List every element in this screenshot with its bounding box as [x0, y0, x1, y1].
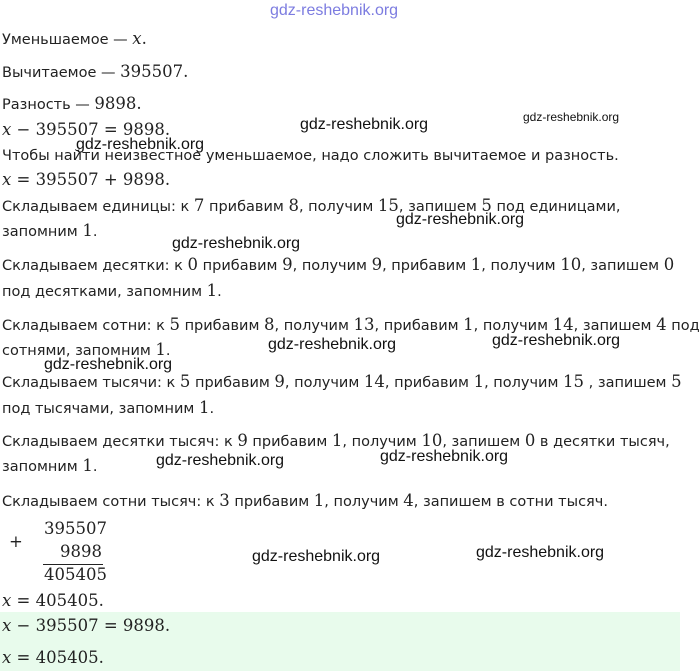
watermark: gdz-reshebnik.org	[268, 336, 397, 353]
watermark: gdz-reshebnik.org	[44, 356, 173, 373]
ten-thousands-step-line-2: запомним 1.	[2, 456, 98, 475]
watermark: gdz-reshebnik.org	[523, 110, 620, 124]
result-line: x = 405405.	[2, 591, 104, 610]
watermark: gdz-reshebnik.org	[380, 448, 509, 465]
hundreds-step-line: Складываем сотни: к 5 прибавим 8, получим 13, прибавим 1, получим 14, запишем 4 под	[2, 315, 700, 334]
equation-line: x − 395507 = 9898.	[2, 120, 171, 139]
subtrahend-line: Вычитаемое — 395507.	[2, 62, 189, 81]
thousands-step-line-2: под тысячами, запомним 1.	[2, 398, 215, 417]
thousands-step-line: Складываем тысячи: к 5 прибавим 9, получим 14, прибавим 1, получим 15 , запишем 5	[2, 372, 682, 391]
units-step-line-2: запомним 1.	[2, 221, 98, 240]
hundred-thousands-step-line: Складываем сотни тысяч: к 3 прибавим 1, получим 4, запишем в сотни тысяч.	[2, 491, 608, 510]
tens-step-line-2: под десятками, запомним 1.	[2, 281, 222, 300]
watermark: gdz-reshebnik.org	[300, 116, 429, 133]
watermark: gdz-reshebnik.org	[172, 235, 301, 252]
tens-step-line: Складываем десятки: к 0 прибавим 9, получим 9, прибавим 1, получим 10, запишем 0	[2, 255, 675, 274]
sum-equation-line: x = 395507 + 9898.	[2, 170, 171, 189]
answer-equation-line: x − 395507 = 9898.	[2, 616, 171, 635]
watermark: gdz-reshebnik.org	[76, 136, 205, 153]
watermark: gdz-reshebnik.org	[156, 452, 285, 469]
watermark: gdz-reshebnik.org	[476, 544, 605, 561]
difference-line: Разность — 9898.	[2, 94, 142, 113]
watermark-top: gdz-reshebnik.org	[270, 2, 399, 19]
addend-1: 395507	[44, 519, 107, 538]
watermark: gdz-reshebnik.org	[252, 548, 381, 565]
ten-thousands-step-line: Складываем десятки тысяч: к 9 прибавим 1, получим 10, запишем 0 в десятки тысяч,	[2, 431, 670, 450]
watermark: gdz-reshebnik.org	[396, 211, 525, 228]
sum: 405405	[44, 565, 107, 584]
column-addition	[44, 519, 107, 585]
answer-result-line: x = 405405.	[2, 648, 104, 667]
hundreds-step-line-2: сотнями, запомним 1.	[2, 340, 171, 359]
sum-rule	[43, 564, 103, 565]
minuend-line: Уменьшаемое — x.	[2, 29, 147, 48]
units-step-line: Складываем единицы: к 7 прибавим 8, получим 15, запишем 5 под единицами,	[2, 196, 621, 215]
watermark: gdz-reshebnik.org	[492, 332, 621, 349]
rule-line: Чтобы найти неизвестное уменьшаемое, надо сложить вычитаемое и разность.	[2, 148, 619, 164]
addend-2: 9898	[60, 542, 102, 561]
plus-sign: +	[9, 532, 23, 551]
